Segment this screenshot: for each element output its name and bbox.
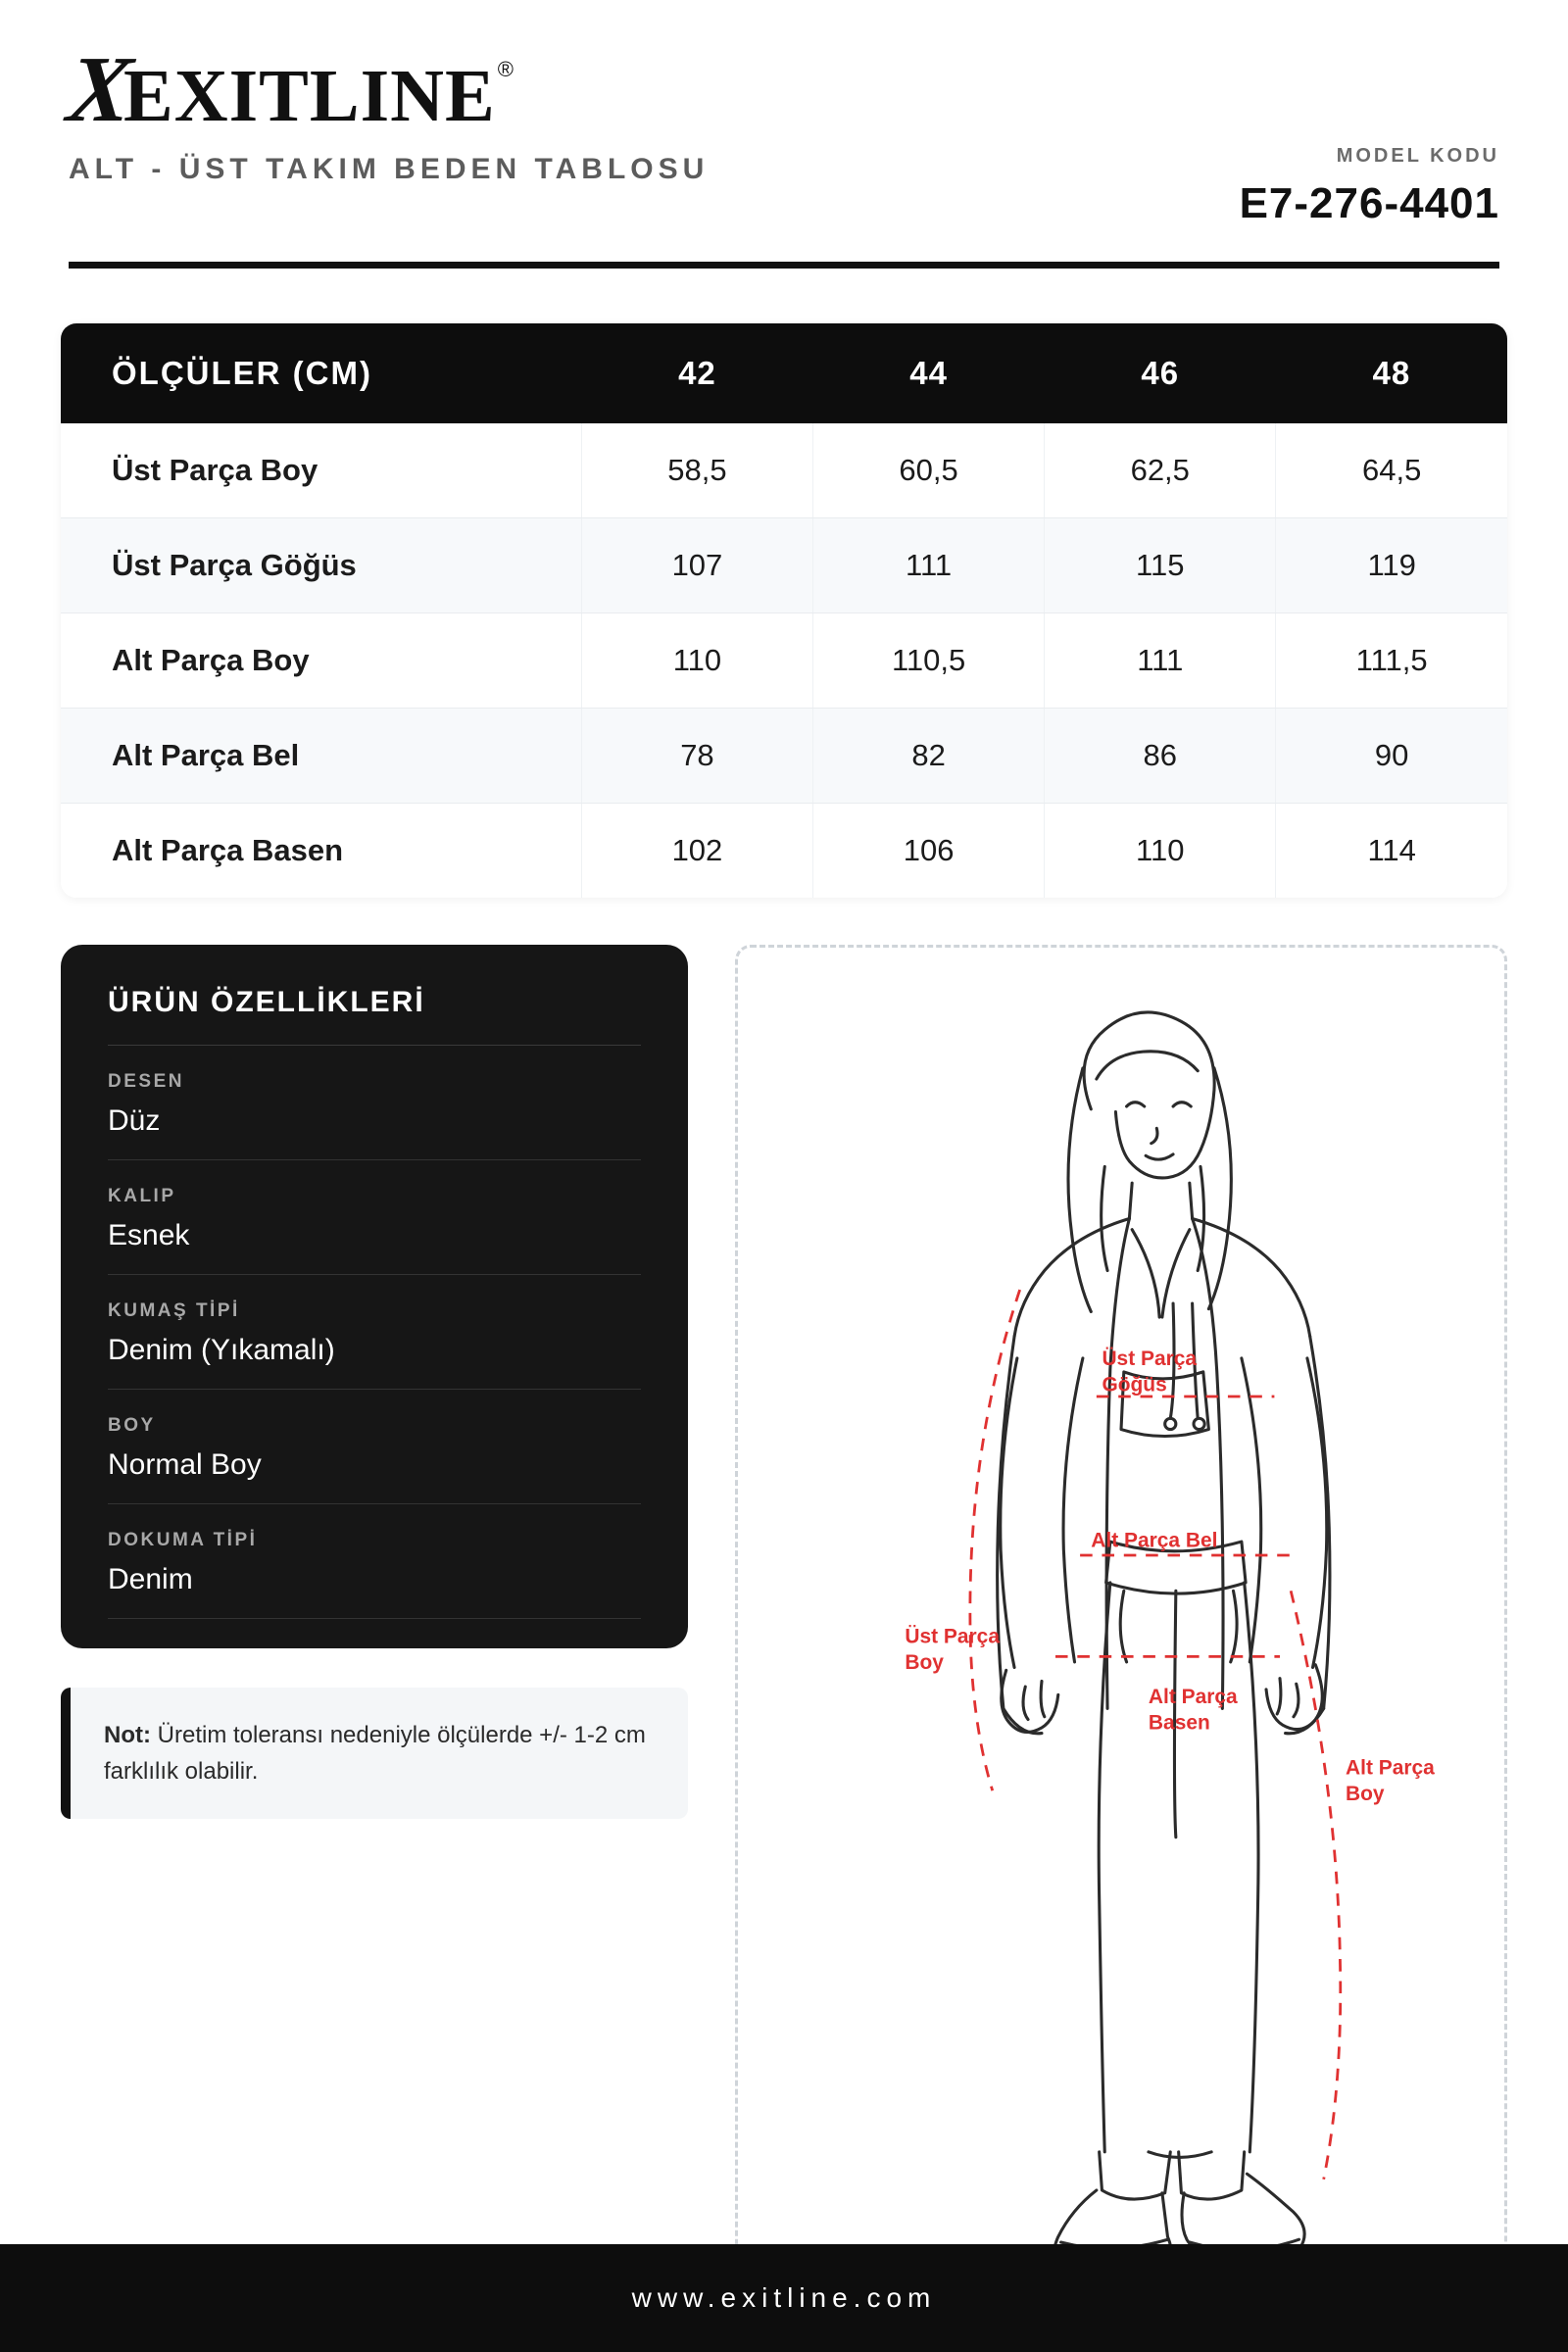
note-box (61, 1688, 688, 1819)
lower-section (61, 945, 1507, 2352)
note-label: Not: (104, 1722, 151, 1748)
row-label: Alt Parça Basen (61, 804, 581, 899)
page-header (0, 0, 1568, 269)
model-block (1240, 47, 1499, 228)
col-header-size-44: 44 (813, 323, 1045, 423)
table-row (61, 613, 1507, 709)
feature-item-dokuma-tipi (108, 1504, 641, 1619)
note-text (104, 1717, 655, 1789)
feature-value: Esnek (108, 1219, 190, 1251)
size-table-container (61, 323, 1507, 898)
cell-value: 106 (813, 804, 1045, 899)
cell-value: 58,5 (581, 423, 812, 518)
cell-value: 111 (1045, 613, 1276, 709)
annotation-ust-parca-boy-line2: Boy (905, 1650, 944, 1674)
cell-value: 114 (1367, 833, 1416, 867)
note-body: Üretim toleransı nedeniyle ölçülerde +/- 1-2 cm farklılık olabilir. (104, 1722, 646, 1786)
feature-key: KALIP (108, 1186, 176, 1206)
row-label: Alt Parça Bel (61, 709, 581, 804)
left-column (61, 945, 688, 2352)
cell-value: 115 (1045, 518, 1276, 613)
cell-value: 110 (1045, 804, 1276, 899)
cell-value: 110 (581, 613, 812, 709)
cell-value: 86 (1045, 709, 1276, 804)
row-label: Üst Parça Göğüs (61, 518, 581, 613)
cell-value: 78 (581, 709, 812, 804)
feature-item-boy (108, 1390, 641, 1504)
header-divider (69, 262, 1499, 269)
feature-value: Denim (108, 1563, 193, 1595)
annotation-alt-parca-basen-line2: Basen (1148, 1711, 1210, 1735)
cell-value: 102 (581, 804, 812, 899)
logo-wordmark: EXITLINE (123, 55, 496, 137)
header-row (63, 36, 1499, 228)
product-features-card (61, 945, 688, 1648)
table-row (61, 804, 1507, 899)
cell-value: 60,5 (813, 423, 1045, 518)
col-header-size-46: 46 (1045, 323, 1276, 423)
measurement-figure (735, 945, 1507, 2352)
brand-logo (63, 36, 709, 141)
size-table-body (61, 423, 1507, 898)
feature-key: KUMAŞ TİPİ (108, 1300, 240, 1321)
annotation-ust-parca-boy-line1: Üst Parça (905, 1625, 1000, 1648)
col-header-measures: ÖLÇÜLER (CM) (61, 323, 581, 423)
feature-item-kumas-tipi (108, 1275, 641, 1390)
col-header-size-48: 48 (1276, 323, 1507, 423)
feature-item-kalip (108, 1160, 641, 1275)
page-footer (0, 2244, 1568, 2352)
registered-trademark-icon: ® (497, 57, 514, 81)
cell-value: 110,5 (813, 613, 1045, 709)
row-label: Alt Parça Boy (61, 613, 581, 709)
feature-key: DESEN (108, 1071, 184, 1092)
feature-value: Normal Boy (108, 1448, 262, 1481)
feature-key: DOKUMA TİPİ (108, 1530, 258, 1550)
page-title: ALT - ÜST TAKIM BEDEN TABLOSU (69, 153, 710, 186)
model-code-value: E7-276-4401 (1239, 179, 1499, 227)
table-row (61, 518, 1507, 613)
cell-value: 82 (813, 709, 1045, 804)
cell-value: 90 (1276, 709, 1507, 804)
col-header-size-42: 42 (581, 323, 812, 423)
feature-value: Düz (108, 1104, 161, 1137)
annotation-alt-parca-basen-line1: Alt Parça (1148, 1685, 1238, 1708)
table-row (61, 423, 1507, 518)
footer-website[interactable]: www.exitline.com (631, 2282, 937, 2313)
annotation-ust-parca-gogus-line2: Göğüs (1102, 1373, 1167, 1396)
feature-item-desen (108, 1046, 641, 1160)
table-header-row (61, 323, 1507, 423)
cell-value: 107 (581, 518, 812, 613)
feature-value: Denim (Yıkamalı) (108, 1334, 335, 1366)
cell-value: 119 (1276, 518, 1507, 613)
annotation-ust-parca-gogus-line1: Üst Parça (1102, 1347, 1198, 1370)
features-title: ÜRÜN ÖZELLİKLERİ (108, 986, 425, 1018)
annotation-alt-parca-boy-line1: Alt Parça (1346, 1756, 1435, 1780)
annotation-alt-parca-boy-line2: Boy (1346, 1782, 1385, 1805)
size-table-head (61, 323, 1507, 423)
row-label: Üst Parça Boy (61, 423, 581, 518)
size-table (61, 323, 1507, 898)
cell-value: 62,5 (1045, 423, 1276, 518)
model-code-label: MODEL KODU (1336, 145, 1499, 167)
table-row (61, 709, 1507, 804)
feature-divider (108, 1618, 641, 1619)
logo-x-mark: X (63, 36, 135, 141)
cell-value: 111 (813, 518, 1045, 613)
brand-block (63, 36, 710, 186)
cell-value: 111,5 (1276, 613, 1507, 709)
cell-value: 64,5 (1276, 423, 1507, 518)
figure-illustration (738, 948, 1504, 2352)
annotation-alt-parca-bel: Alt Parça Bel (1091, 1529, 1218, 1552)
feature-key: BOY (108, 1415, 156, 1436)
